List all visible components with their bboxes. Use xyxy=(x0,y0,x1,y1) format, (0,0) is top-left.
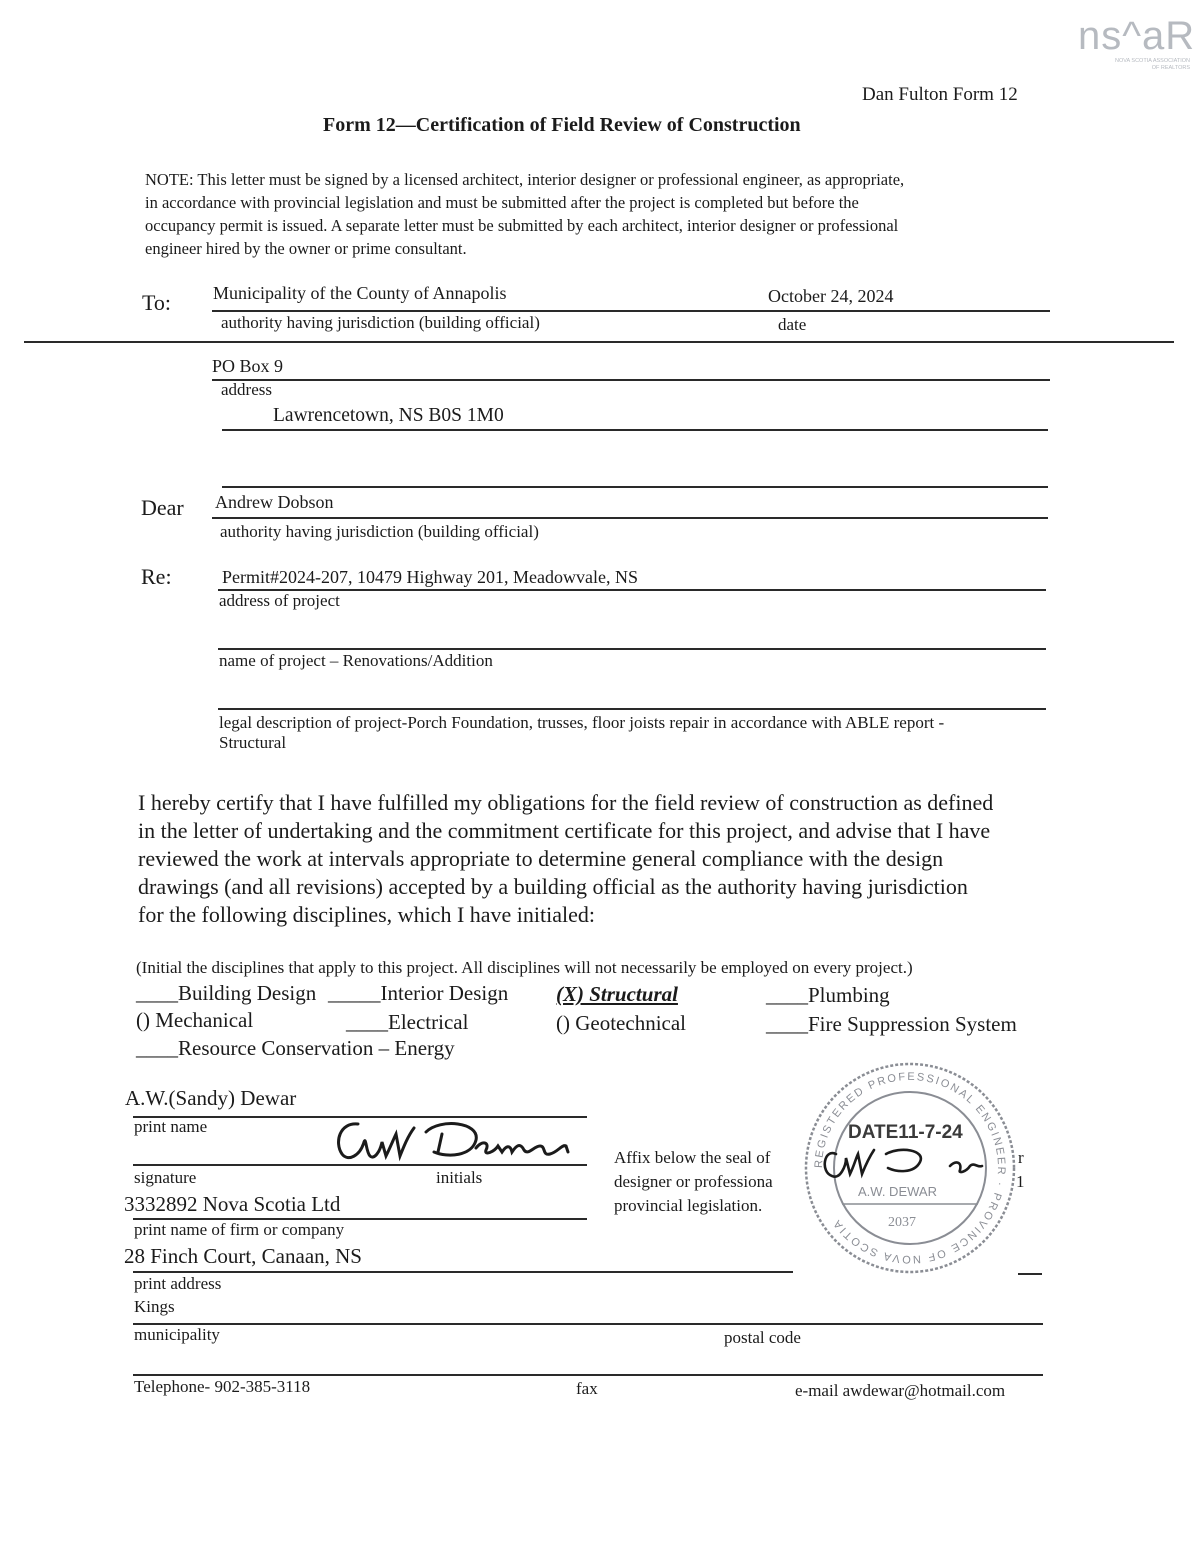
print-address-underline xyxy=(133,1271,793,1273)
dear-underline xyxy=(212,517,1048,519)
seal-instruction-line: designer or professiona xyxy=(614,1172,773,1191)
re-address-caption: address of project xyxy=(219,591,340,610)
seal-instruction-r: r xyxy=(1018,1148,1024,1167)
discipline-geotechnical: () Geotechnical xyxy=(556,1011,687,1035)
re-address-underline xyxy=(218,589,1046,591)
to-date-value: October 24, 2024 xyxy=(768,286,894,306)
to-authority-value: Municipality of the County of Annapolis xyxy=(213,283,507,303)
certification-statement xyxy=(138,789,993,929)
discipline-interior-design: _____Interior Design xyxy=(328,981,509,1005)
dear-label: Dear xyxy=(141,495,184,520)
certification-line: for the following disciplines, which I have initialed: xyxy=(138,902,596,927)
seal-instruction-line: Affix below the seal of xyxy=(614,1148,771,1167)
re-name-underline xyxy=(218,648,1046,650)
note-line: in accordance with provincial legislation and must be submitted after the project is completed but before the xyxy=(145,193,859,212)
note-line: occupancy permit is issued. A separate letter must be submitted by each architect, interior designer or professional xyxy=(145,216,899,235)
address-line2-value: Lawrencetown, NS B0S 1M0 xyxy=(273,405,504,426)
dear-name-value: Andrew Dobson xyxy=(215,492,334,512)
seal-instruction-line: provincial legislation. xyxy=(614,1196,763,1215)
firm-value: 3332892 Nova Scotia Ltd xyxy=(124,1192,341,1216)
header-form-label: Dan Fulton Form 12 xyxy=(862,84,1018,105)
disciplines-instruction: (Initial the disciplines that apply to this project. All disciplines will not necessarily be employed on every project.) xyxy=(136,958,913,977)
municipality-underline xyxy=(133,1323,1043,1325)
address-value: 28 Finch Court, Canaan, NS xyxy=(124,1244,362,1268)
seal-name: A.W. DEWAR xyxy=(858,1184,937,1199)
certification-line: drawings (and all revisions) accepted by a building official as the authority having jurisdiction xyxy=(138,874,968,899)
discipline-plumbing: ____Plumbing xyxy=(766,983,890,1007)
discipline-building-design: ____Building Design xyxy=(136,981,317,1005)
re-legal-caption-line2: Structural xyxy=(219,733,287,752)
nsar-logo-subtitle xyxy=(1078,58,1190,72)
signature-caption: signature xyxy=(134,1168,197,1187)
dear-caption: authority having jurisdiction (building official) xyxy=(220,522,539,541)
section-divider xyxy=(24,341,1174,343)
handwritten-signature-icon xyxy=(330,1112,590,1168)
engineer-seal-stamp-icon xyxy=(800,1058,1020,1278)
telephone-value: Telephone- 902-385-3118 xyxy=(134,1377,311,1396)
seal-ring-text: REGISTERED PROFESSIONAL ENGINEER · PROVINCE OF NOVA SCOTIA xyxy=(812,1070,1008,1266)
discipline-structural: (X) Structural xyxy=(556,982,678,1006)
to-authority-caption: authority having jurisdiction (building official) xyxy=(221,313,540,332)
email-value: e-mail awdewar@hotmail.com xyxy=(795,1381,1006,1400)
seal-instruction-n: 1 xyxy=(1016,1172,1025,1191)
print-address-underline-end xyxy=(1018,1273,1042,1275)
note-block xyxy=(145,168,904,260)
address-line1-underline xyxy=(212,379,1050,381)
note-line: NOTE: This letter must be signed by a licensed architect, interior designer or professional engineer, as appropriate, xyxy=(145,170,905,189)
address-line3-underline xyxy=(222,486,1048,488)
to-underline xyxy=(212,310,1050,312)
address-caption: address xyxy=(221,380,272,399)
print-address-caption: print address xyxy=(134,1274,222,1293)
re-name-caption: name of project – Renovations/Addition xyxy=(219,651,493,670)
address-line2-underline xyxy=(222,429,1048,431)
nsar-logo: ns^aR xyxy=(1078,14,1196,58)
re-legal-underline xyxy=(218,708,1046,710)
re-legal-caption-line1: legal description of project-Porch Foundation, trusses, floor joists repair in accordance with ABLE report - xyxy=(219,713,945,732)
print-name-value: A.W.(Sandy) Dewar xyxy=(125,1086,297,1110)
municipality-value: Kings xyxy=(134,1297,175,1316)
municipality-caption: municipality xyxy=(134,1325,220,1344)
seal-instructions xyxy=(614,1146,773,1218)
postal-code-caption: postal code xyxy=(724,1328,801,1347)
fax-caption: fax xyxy=(576,1379,598,1398)
print-name-caption: print name xyxy=(134,1117,208,1136)
certification-line: I hereby certify that I have fulfilled my obligations for the field review of construction as defined xyxy=(138,790,994,815)
initials-caption: initials xyxy=(436,1168,483,1187)
address-line1-value: PO Box 9 xyxy=(212,356,284,376)
to-label: To: xyxy=(142,290,172,315)
seal-date: DATE11-7-24 xyxy=(848,1122,963,1143)
discipline-mechanical: () Mechanical xyxy=(136,1008,254,1032)
re-label: Re: xyxy=(141,564,172,589)
discipline-resource-conservation: ____Resource Conservation – Energy xyxy=(136,1036,455,1060)
contact-underline xyxy=(133,1374,1043,1376)
certification-line: reviewed the work at intervals appropriate to determine general compliance with the design xyxy=(138,846,944,871)
firm-caption: print name of firm or company xyxy=(134,1220,345,1239)
to-date-caption: date xyxy=(778,315,807,334)
discipline-electrical: ____Electrical xyxy=(346,1010,469,1034)
certification-line: in the letter of undertaking and the commitment certificate for this project, and advise that I have xyxy=(138,818,991,843)
form-title: Form 12—Certification of Field Review of Construction xyxy=(323,114,801,136)
re-address-value: Permit#2024-207, 10479 Highway 201, Meadowvale, NS xyxy=(222,567,638,587)
discipline-fire-suppression: ____Fire Suppression System xyxy=(766,1012,1017,1036)
seal-number: 2037 xyxy=(888,1215,916,1230)
signature-underline xyxy=(133,1164,587,1166)
logo-sub-line1: NOVA SCOTIA ASSOCIATION xyxy=(1115,58,1190,64)
logo-sub-line2: OF REALTORS xyxy=(1151,65,1190,71)
note-line: engineer hired by the owner or prime consultant. xyxy=(145,239,467,258)
